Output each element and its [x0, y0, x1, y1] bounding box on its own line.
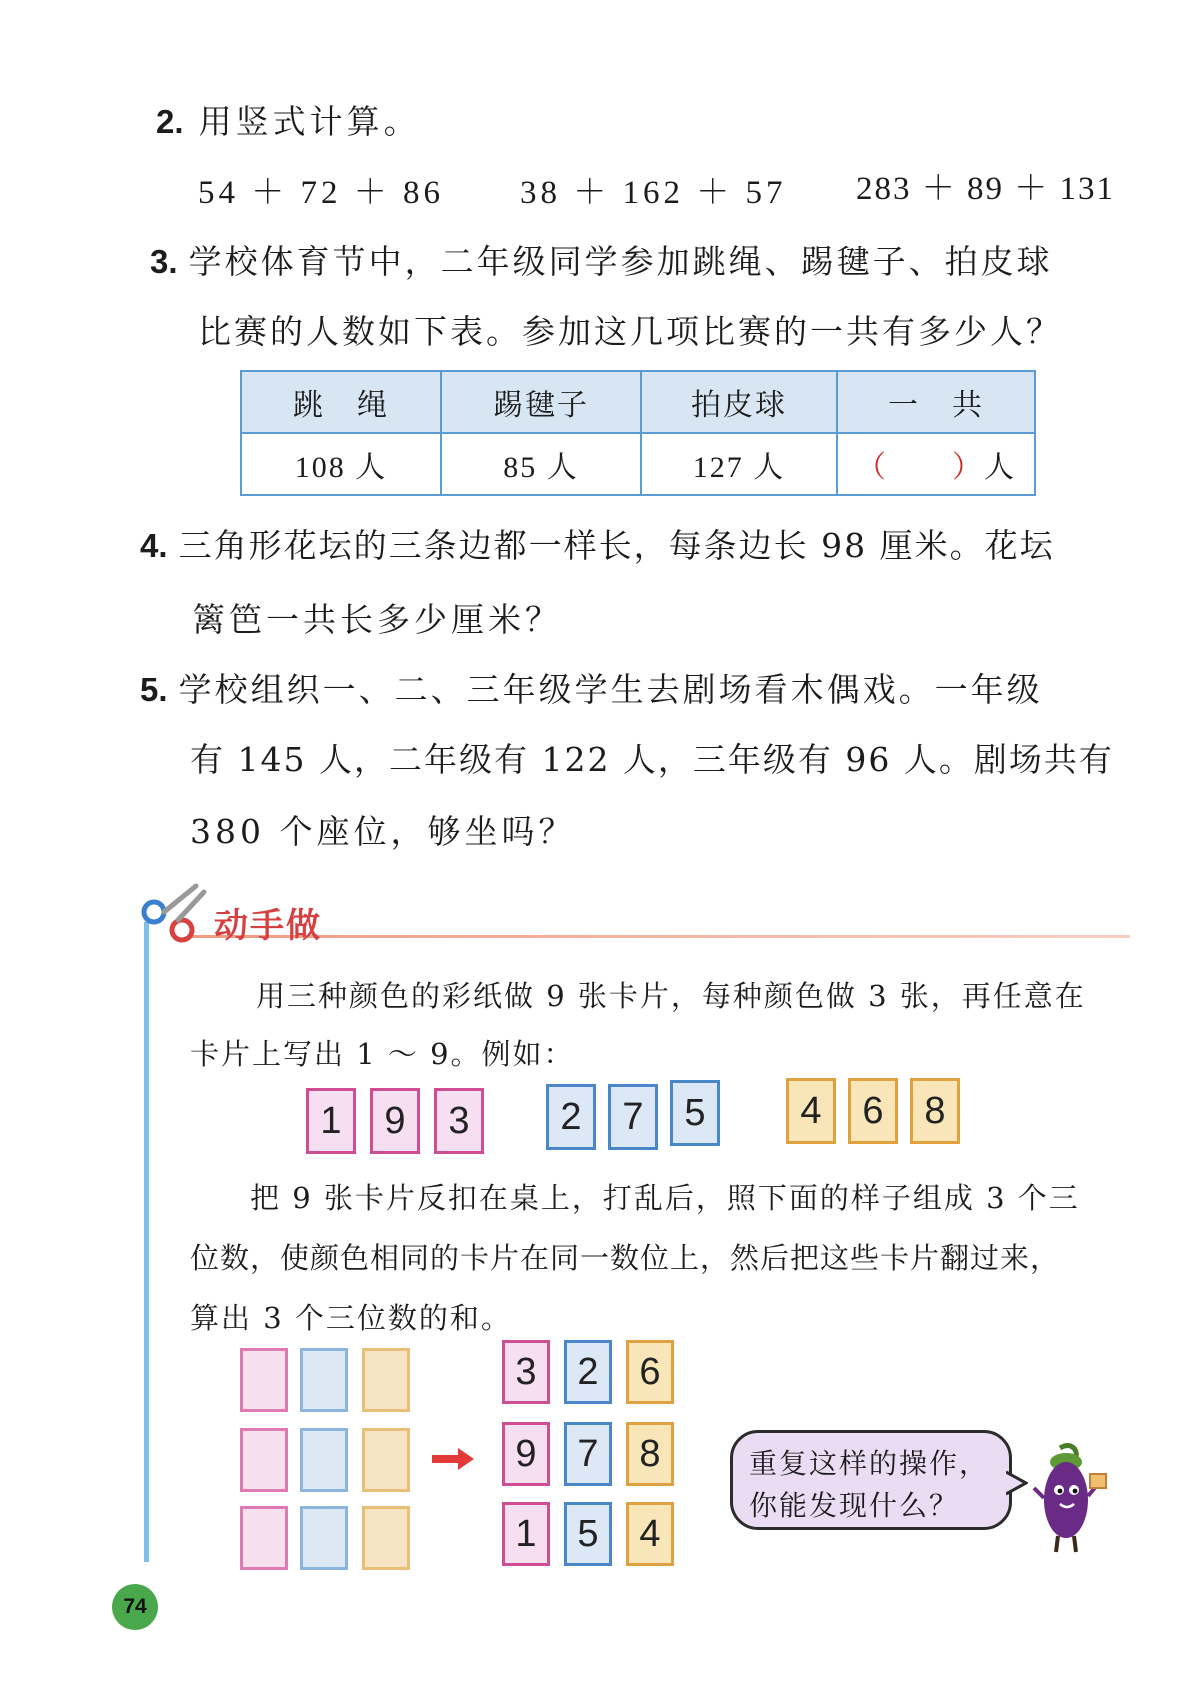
table-cell: 127 人	[642, 434, 838, 494]
table-header: 拍皮球	[642, 372, 838, 434]
result-card-yellow: 4	[626, 1502, 674, 1566]
expression-3: 283 ＋ 89 ＋ 131	[856, 171, 1115, 207]
section-paragraph-1: 用三种颜色的彩纸做 9 张卡片，每种颜色做 3 张，再任意在	[256, 979, 1086, 1013]
example-card-yellow: 6	[848, 1078, 898, 1144]
section-paragraph-2-line-1: 把 9 张卡片反扣在桌上，打乱后，照下面的样子组成 3 个三	[250, 1181, 1080, 1215]
example-card-blue: 7	[608, 1084, 658, 1150]
scissors-icon	[138, 882, 214, 946]
question-5	[140, 664, 1043, 711]
speech-bubble	[730, 1430, 1012, 1530]
blank-card-yellow	[362, 1506, 410, 1570]
question-text-line-2: 有 145 人，二年级有 122 人，三年级有 96 人。剧场共有	[190, 740, 1114, 779]
question-3	[150, 236, 1053, 283]
eggplant-mascot-icon	[1030, 1440, 1110, 1560]
question-text-line-3: 380 个座位，够坐吗？	[190, 812, 576, 851]
question-text-line-2: 比赛的人数如下表。参加这几项比赛的一共有多少人？	[198, 312, 1062, 351]
section-title: 动手做	[214, 906, 322, 946]
question-number: 5.	[140, 671, 168, 708]
result-card-pink: 3	[502, 1340, 550, 1404]
section-side-line	[144, 922, 149, 1562]
question-number: 4.	[140, 527, 168, 564]
table-header: 跳 绳	[242, 372, 442, 434]
bubble-line-2: 你能发现什么？	[749, 1489, 960, 1522]
section-paragraph-2-line-2: 位数，使颜色相同的卡片在同一数位上，然后把这些卡片翻过来，	[190, 1241, 1061, 1275]
section-paragraph-1-line-2: 卡片上写出 1 ～ 9。例如：	[190, 1037, 575, 1071]
result-card-blue: 5	[564, 1502, 612, 1566]
blank-card-blue	[300, 1348, 348, 1412]
bubble-tail	[1006, 1470, 1028, 1496]
answer-blank: （ ）	[856, 450, 984, 485]
blank-card-yellow	[362, 1428, 410, 1492]
example-card-blue: 5	[670, 1080, 720, 1146]
question-text: 用竖式计算。	[198, 102, 421, 141]
answer-blank-cell	[838, 434, 1034, 494]
question-text-line-2: 篱笆一共长多少厘米？	[192, 600, 562, 639]
result-card-yellow: 8	[626, 1422, 674, 1486]
result-card-pink: 9	[502, 1422, 550, 1486]
question-number: 2.	[156, 103, 184, 140]
table-header: 一 共	[838, 372, 1034, 434]
blank-card-pink	[240, 1506, 288, 1570]
question-text-line-1: 学校组织一、二、三年级学生去剧场看木偶戏。一年级	[178, 670, 1043, 709]
example-card-pink: 1	[306, 1088, 356, 1154]
result-card-blue: 7	[564, 1422, 612, 1486]
result-card-yellow: 6	[626, 1340, 674, 1404]
table-cell: 108 人	[242, 434, 442, 494]
example-card-yellow: 4	[786, 1078, 836, 1144]
question-2	[156, 96, 421, 143]
participants-table	[240, 370, 1036, 496]
expression-1: 54 ＋ 72 ＋ 86	[198, 175, 444, 211]
question-text-line-1: 学校体育节中，二年级同学参加跳绳、踢毽子、拍皮球	[188, 242, 1053, 281]
question-number: 3.	[150, 243, 178, 280]
blank-card-yellow	[362, 1348, 410, 1412]
expression-2: 38 ＋ 162 ＋ 57	[520, 175, 787, 211]
result-card-blue: 2	[564, 1340, 612, 1404]
blank-card-blue	[300, 1428, 348, 1492]
blank-card-blue	[300, 1506, 348, 1570]
blank-card-pink	[240, 1428, 288, 1492]
example-card-yellow: 8	[910, 1078, 960, 1144]
question-text-line-1: 三角形花坛的三条边都一样长，每条边长 98 厘米。花坛	[178, 526, 1055, 565]
table-header: 踢毽子	[442, 372, 642, 434]
right-arrow-icon	[430, 1446, 476, 1472]
unit-label: 人	[984, 450, 1016, 485]
table-cell: 85 人	[442, 434, 642, 494]
section-rule	[190, 935, 1130, 938]
section-paragraph-2-line-3: 算出 3 个三位数的和。	[190, 1301, 512, 1335]
blank-card-pink	[240, 1348, 288, 1412]
bubble-line-1: 重复这样的操作，	[749, 1447, 990, 1480]
question-4	[140, 520, 1055, 567]
example-card-pink: 3	[434, 1088, 484, 1154]
example-card-blue: 2	[546, 1084, 596, 1150]
result-card-pink: 1	[502, 1502, 550, 1566]
example-card-pink: 9	[370, 1088, 420, 1154]
page-number: 74	[112, 1584, 158, 1630]
